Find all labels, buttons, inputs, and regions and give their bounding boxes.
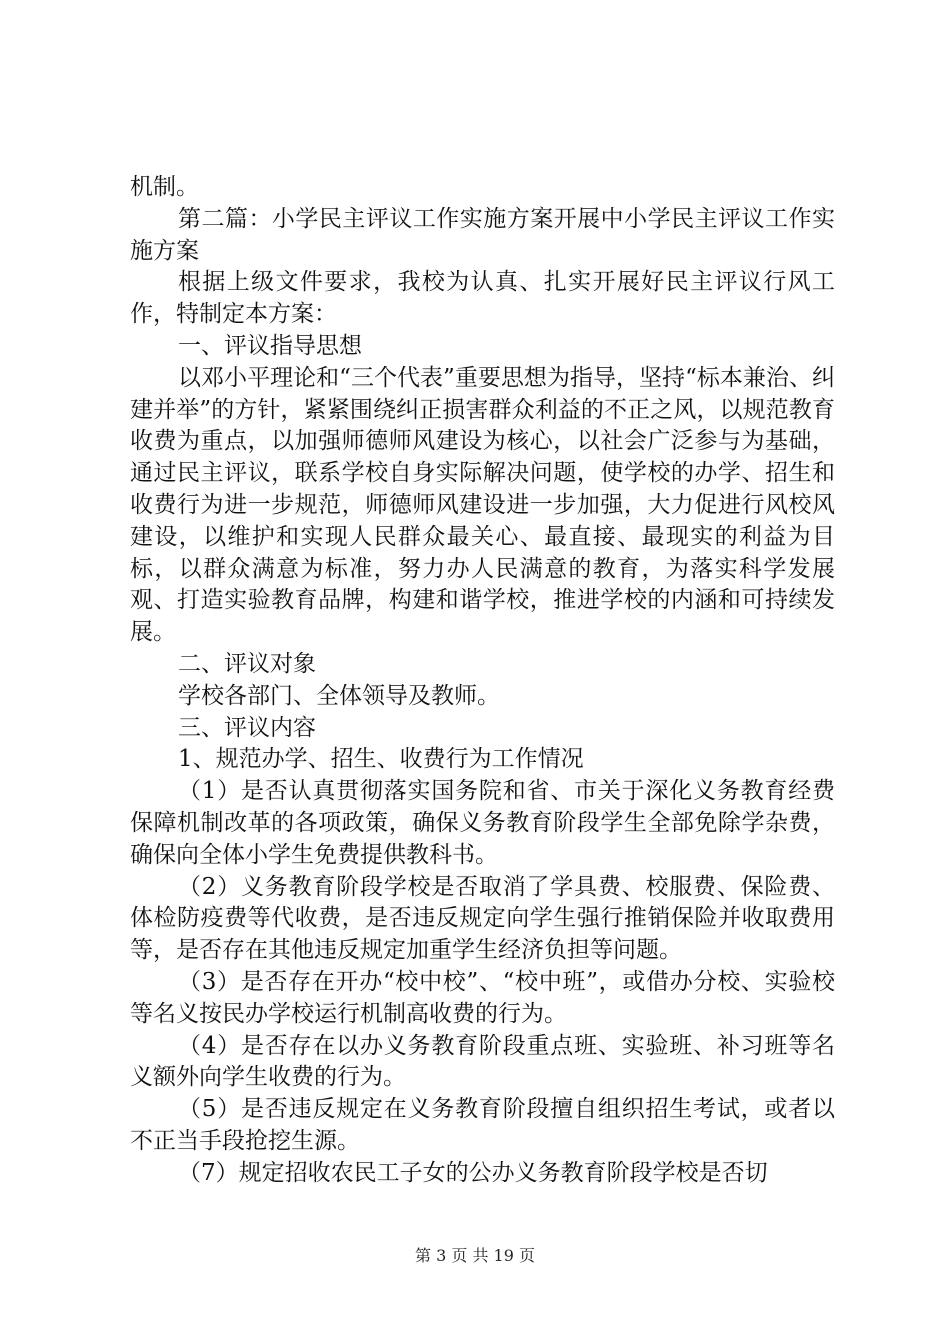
paragraph-review-target: 学校各部门、全体领导及教师。 bbox=[178, 682, 500, 709]
list-item: （5）是否违反规定在义务教育阶段擅自组织招生考试，或者以不正当手段抢挖生源。 bbox=[130, 1096, 835, 1154]
list-item: （4）是否存在以办义务教育阶段重点班、实验班、补习班等名义额外向学生收费的行为。 bbox=[130, 1032, 835, 1091]
heading-review-target: 二、评议对象 bbox=[178, 650, 316, 677]
paragraph-guiding-thought: 以邓小平理论和“三个代表”重要思想为指导，坚持“标本兼治、纠建并举”的方针，紧紧围绕纠正损害群众利益的不正之风，以规范教育收费为重点，以加强师德师风建设为核心，以社会广泛参与为基础，通过民主评议，联系学校自身实际解决问题，使学校的办学、招生和收费行为进一步规范，师德师风建设进一步加强，大力促进行风校风建设，以维护和实现人民群众最关心、最直接、最现实的利益为目标，以群众满意为标准，努力办人民满意的教育，为落实科学发展观、打造实验教育品牌，构建和谐学校，推进学校的内涵和可持续发展。 bbox=[130, 364, 835, 646]
document-body bbox=[130, 172, 835, 1190]
list-item: （1）是否认真贯彻落实国务院和省、市关于深化义务教育经费保障机制改革的各项政策，确保义务教育阶段学生全部免除学杂费，确保向全体小学生免费提供教科书。 bbox=[130, 778, 835, 868]
paragraph-continuation: 机制。 bbox=[130, 174, 199, 200]
paragraph-intro: 根据上级文件要求，我校为认真、扎实开展好民主评议行风工作，特制定本方案： bbox=[130, 269, 835, 328]
list-item: （3）是否存在开办“校中校”、“校中班”，或借办分校、实验校等名义按民办学校运行机制高收费的行为。 bbox=[130, 968, 835, 1027]
page-number-footer: 第 3 页 共 19 页 bbox=[415, 1246, 535, 1265]
subheading-standard-practice: 1、规范办学、招生、收费行为工作情况 bbox=[178, 746, 584, 773]
heading-review-content: 三、评议内容 bbox=[178, 714, 316, 741]
heading-guiding-thought: 一、评议指导思想 bbox=[178, 332, 362, 359]
list-item: （2）义务教育阶段学校是否取消了学具费、校服费、保险费、体检防疫费等代收费，是否违反规定向学生强行推销保险并收取费用等，是否存在其他违反规定加重学生经济负担等问题。 bbox=[130, 873, 835, 964]
list-item: （7）规定招收农民工子女的公办义务教育阶段学校是否切 bbox=[178, 1159, 768, 1186]
section-title: 第二篇：小学民主评议工作实施方案开展中小学民主评议工作实施方案 bbox=[130, 205, 835, 264]
